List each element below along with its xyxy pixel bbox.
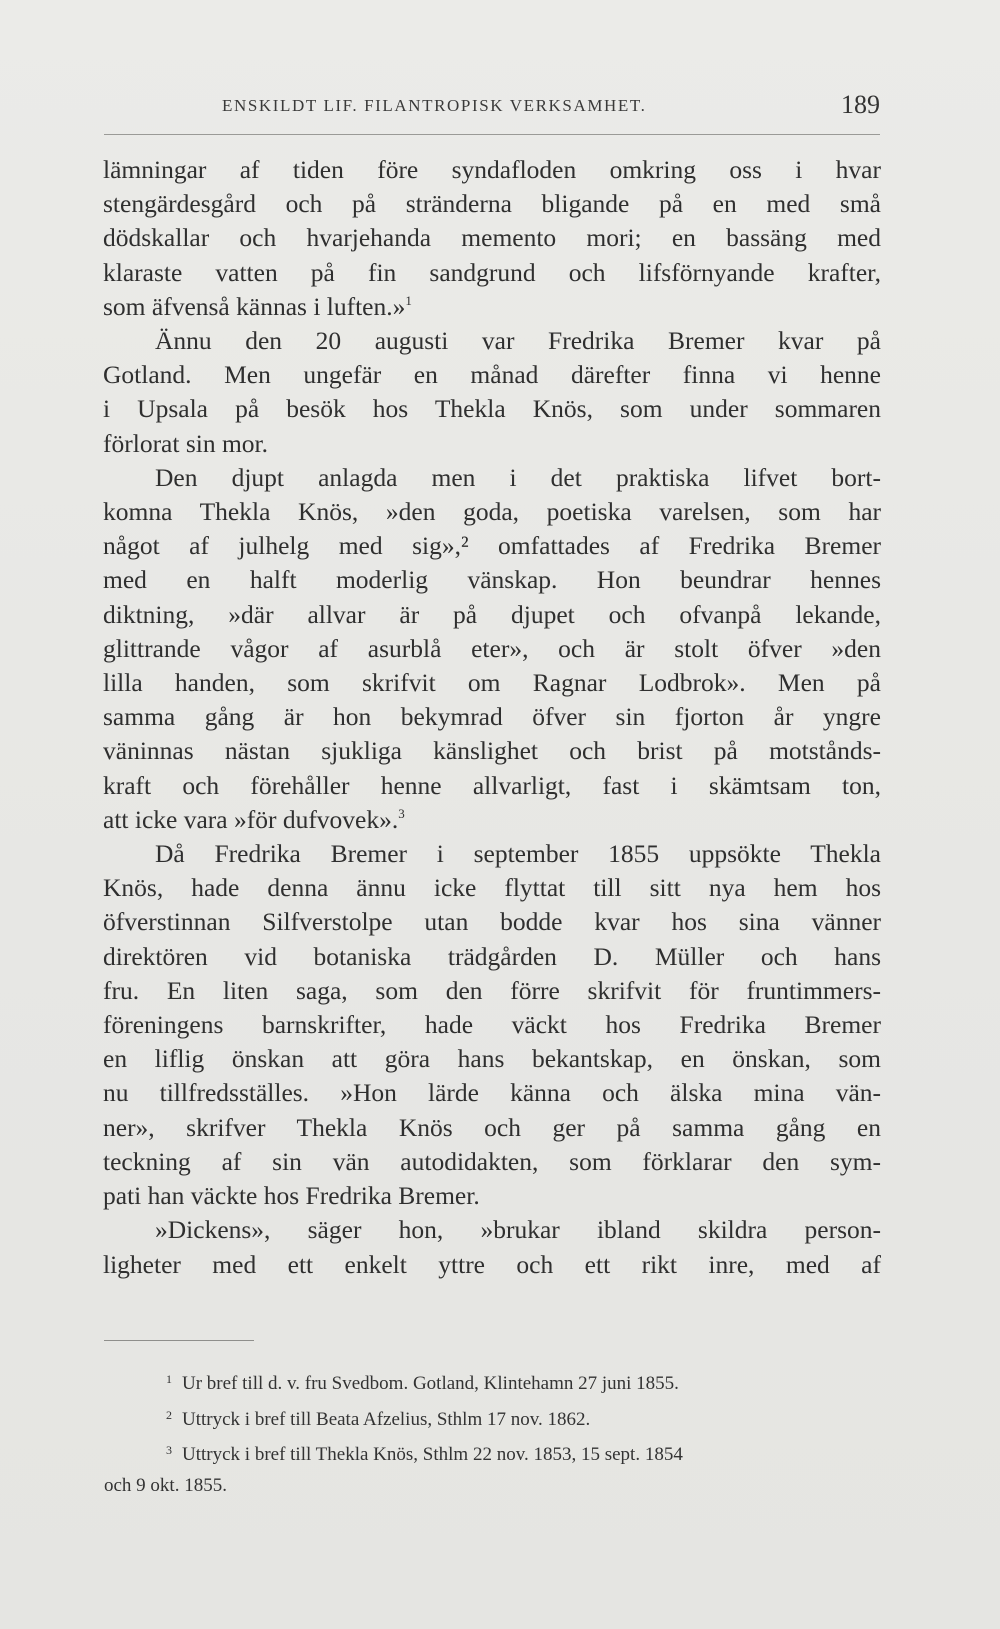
footnote-text: och 9 okt. 1855. bbox=[104, 1474, 227, 1496]
text-line-content: Den djupt anlagda men i det praktiska lifvet bort- bbox=[155, 462, 881, 492]
text-line-content: Gotland. Men ungefär en månad därefter finna vi henne bbox=[103, 360, 881, 390]
text-line bbox=[103, 256, 881, 290]
text-line bbox=[103, 734, 881, 768]
text-line bbox=[103, 598, 881, 632]
text-line bbox=[103, 427, 881, 461]
text-line bbox=[103, 563, 881, 597]
text-line bbox=[103, 837, 881, 871]
text-line bbox=[103, 529, 881, 563]
text-line bbox=[103, 153, 881, 187]
footnote bbox=[104, 1400, 882, 1436]
footnote bbox=[104, 1435, 882, 1471]
text-line-content: nu tillfredsställes. »Hon lärde känna och älska mina vän- bbox=[103, 1078, 881, 1108]
text-line bbox=[103, 700, 881, 734]
text-line bbox=[103, 495, 881, 529]
page-number: 189 bbox=[841, 90, 880, 119]
text-line bbox=[103, 803, 881, 837]
footnote-text: Uttryck i bref till Beata Afzelius, Sthlm 17 nov. 1862. bbox=[182, 1408, 591, 1430]
body-text bbox=[103, 153, 881, 1282]
text-line bbox=[103, 871, 881, 905]
footnote-text: Uttryck i bref till Thekla Knös, Sthlm 22 nov. 1853, 15 sept. 1854 bbox=[182, 1444, 683, 1465]
running-head bbox=[104, 88, 880, 132]
text-line-content: Då Fredrika Bremer i september 1855 uppsökte Thekla bbox=[155, 839, 881, 869]
footnote-text: Ur bref till d. v. fru Svedbom. Gotland, Klintehamn 27 juni 1855. bbox=[182, 1373, 679, 1394]
text-line-content: teckning af sin vän autodidakten, som förklarar den sym- bbox=[103, 1146, 881, 1176]
header-rule bbox=[104, 134, 880, 135]
text-line bbox=[103, 461, 881, 495]
text-line bbox=[103, 769, 881, 803]
text-line bbox=[103, 940, 881, 974]
text-line-content: diktning, »där allvar är på djupet och ofvanpå lekande, bbox=[103, 599, 881, 629]
text-line bbox=[103, 290, 881, 324]
text-line-content: direktören vid botaniska trädgården D. Müller och hans bbox=[103, 941, 881, 971]
text-line bbox=[103, 392, 881, 426]
text-line bbox=[103, 1179, 881, 1213]
text-line bbox=[103, 632, 881, 666]
text-line-content: ligheter med ett enkelt yttre och ett rikt inre, med af bbox=[103, 1249, 881, 1279]
footnote-reference: 1 bbox=[405, 292, 412, 308]
text-line-content: en liflig önskan att göra hans bekantskap, en önskan, som bbox=[103, 1044, 881, 1074]
text-line-content: ner», skrifver Thekla Knös och ger på samma gång en bbox=[103, 1112, 881, 1142]
text-line bbox=[103, 1213, 881, 1247]
text-line bbox=[103, 1042, 881, 1076]
text-line-content: väninnas nästan sjukliga känslighet och brist på motstånds- bbox=[103, 736, 881, 766]
text-line-content: klaraste vatten på fin sandgrund och lifsförnyande krafter, bbox=[103, 257, 881, 287]
text-line-content: samma gång är hon bekymrad öfver sin fjorton år yngre bbox=[103, 702, 881, 732]
text-line-content: pati han väckte hos Fredrika Bremer. bbox=[103, 1181, 480, 1211]
footnote-mark: 2 bbox=[166, 1407, 172, 1422]
text-line-content: »Dickens», säger hon, »brukar ibland skildra person- bbox=[155, 1215, 881, 1245]
text-line-content: kraft och förehåller henne allvarligt, fast i skämtsam ton, bbox=[103, 770, 881, 800]
footnote-mark: 1 bbox=[166, 1372, 172, 1386]
text-line bbox=[103, 187, 881, 221]
text-line-content: glittrande vågor af asurblå eter», och är stolt öfver »den bbox=[103, 633, 881, 663]
footnotes bbox=[104, 1364, 882, 1501]
text-line-content: i Upsala på besök hos Thekla Knös, som under sommaren bbox=[103, 394, 881, 424]
text-line bbox=[103, 1145, 881, 1179]
text-line bbox=[103, 905, 881, 939]
text-line-content: fru. En liten saga, som den förre skrifvit för fruntimmers- bbox=[103, 975, 881, 1005]
text-line-content: förlorat sin mor. bbox=[103, 428, 269, 458]
text-line-content: med en halft moderlig vänskap. Hon beundrar hennes bbox=[103, 565, 881, 595]
text-line bbox=[103, 1008, 881, 1042]
text-line-content: öfverstinnan Silfverstolpe utan bodde kvar hos sina vänner bbox=[103, 907, 881, 937]
text-line-content: som äfvenså kännas i luften.» bbox=[103, 291, 406, 321]
text-line-content: lilla handen, som skrifvit om Ragnar Lodbrok». Men på bbox=[103, 668, 881, 698]
footnote-mark: 3 bbox=[166, 1443, 172, 1457]
footnote bbox=[104, 1471, 882, 1502]
text-line bbox=[103, 1076, 881, 1110]
footnote-rule bbox=[104, 1340, 254, 1341]
text-line bbox=[103, 974, 881, 1008]
text-line-content: lämningar af tiden före syndafloden omkring oss i hvar bbox=[103, 155, 881, 184]
text-line bbox=[103, 358, 881, 392]
footnote bbox=[104, 1364, 882, 1400]
text-line-content: stengärdesgård och på stränderna bligande på en med små bbox=[103, 189, 881, 219]
text-line-content: komna Thekla Knös, »den goda, poetiska varelsen, som har bbox=[103, 497, 881, 527]
text-line-content: Ännu den 20 augusti var Fredrika Bremer kvar på bbox=[155, 326, 881, 356]
running-head-title: ENSKILDT LIF. FILANTROPISK VERKSAMHET. bbox=[222, 96, 647, 115]
footnote-reference: 3 bbox=[398, 805, 405, 821]
text-line bbox=[103, 1111, 881, 1145]
text-line bbox=[103, 1248, 881, 1282]
text-line-content: föreningens barnskrifter, hade väckt hos Fredrika Bremer bbox=[103, 1010, 881, 1040]
text-line-content: Knös, hade denna ännu icke flyttat till sitt nya hem hos bbox=[103, 873, 881, 903]
text-line-content: något af julhelg med sig»,² omfattades af Fredrika Bremer bbox=[103, 531, 881, 561]
text-line bbox=[103, 324, 881, 358]
text-line-content: att icke vara »för dufvovek». bbox=[103, 804, 399, 834]
text-line bbox=[103, 666, 881, 700]
text-line-content: dödskallar och hvarjehanda memento mori; en bassäng med bbox=[103, 223, 881, 253]
text-line bbox=[103, 221, 881, 255]
